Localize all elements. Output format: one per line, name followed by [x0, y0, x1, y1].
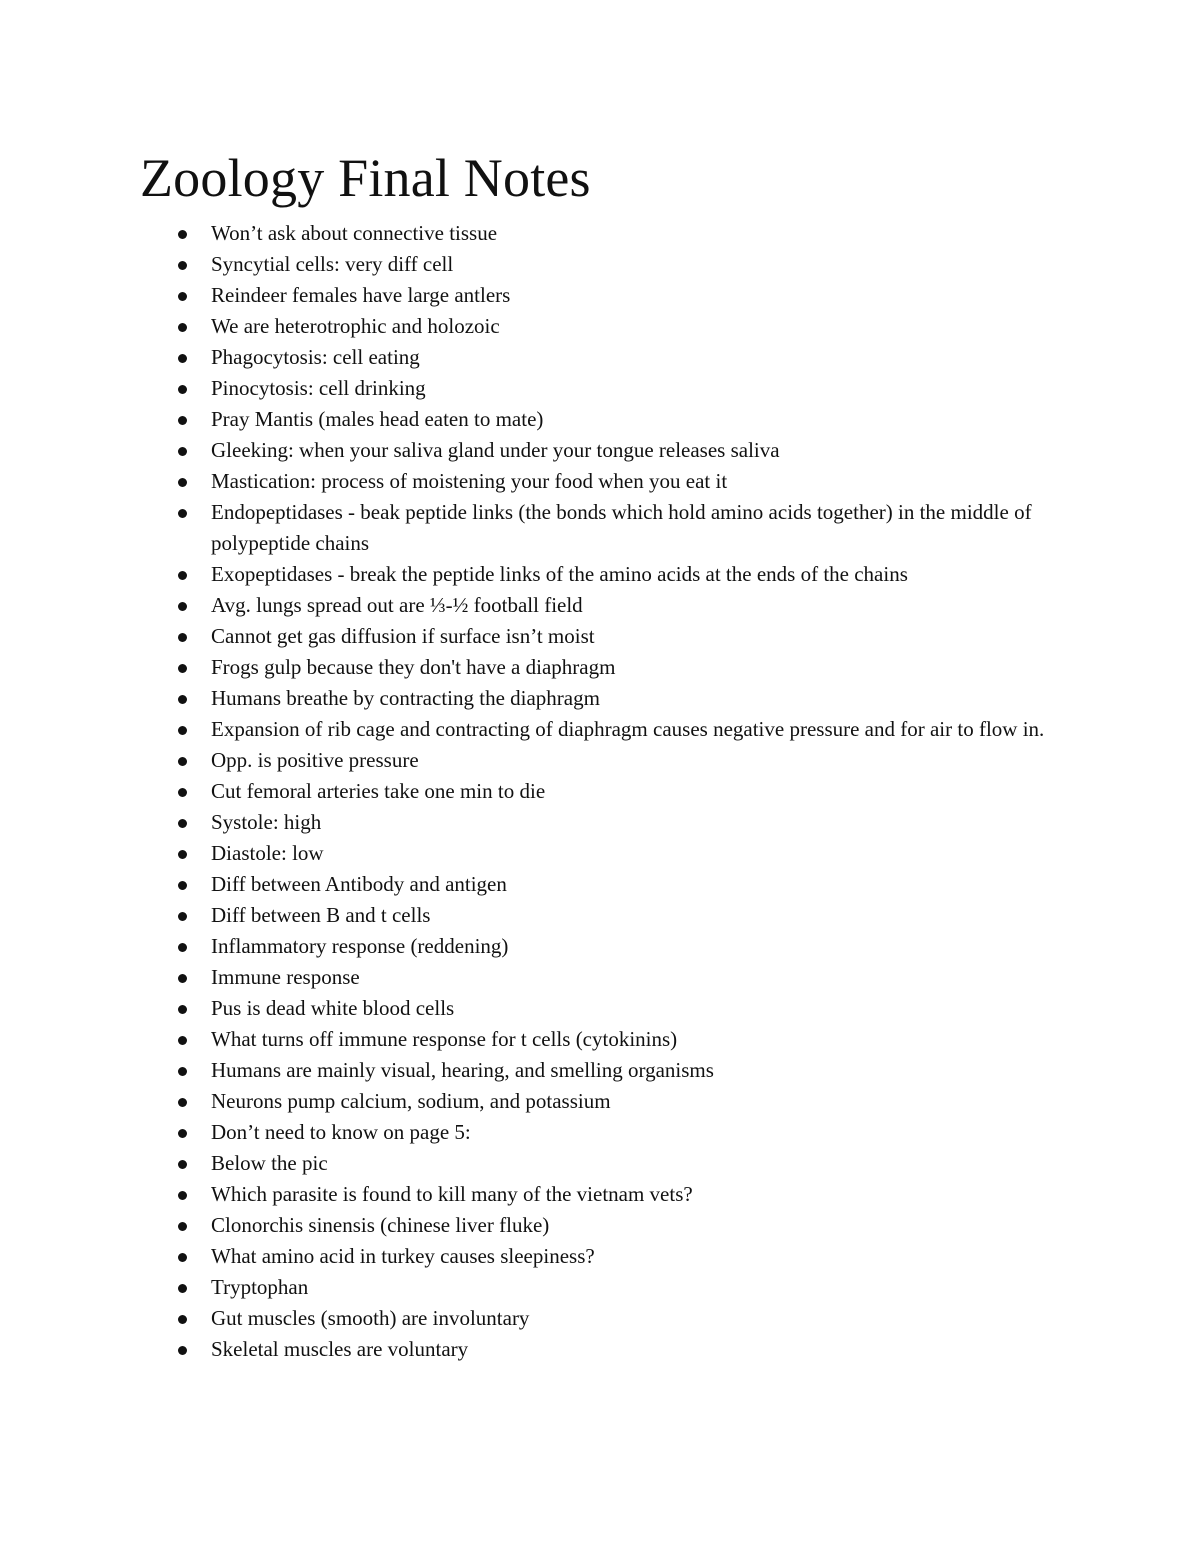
list-item	[0, 1024, 1200, 1055]
bullet-icon	[178, 571, 187, 580]
list-item	[0, 342, 1200, 373]
bullet-icon	[178, 1315, 187, 1324]
bullet-icon	[178, 850, 187, 859]
list-item-text: Expansion of rib cage and contracting of diaphragm causes negative pressure and for air to flow in.	[211, 717, 1045, 741]
list-item-text: Neurons pump calcium, sodium, and potassium	[211, 1089, 611, 1113]
list-item	[0, 249, 1200, 280]
bullet-icon	[178, 509, 187, 518]
list-item-text: Reindeer females have large antlers	[211, 283, 511, 307]
bullet-icon	[178, 881, 187, 890]
bullet-icon	[178, 1067, 187, 1076]
bullet-icon	[178, 1129, 187, 1138]
list-item	[0, 497, 1200, 559]
bullet-icon	[178, 726, 187, 735]
list-item-text: Gleeking: when your saliva gland under your tongue releases saliva	[211, 438, 780, 462]
list-item	[0, 869, 1200, 900]
bullet-icon	[178, 974, 187, 983]
list-item-text: Diff between Antibody and antigen	[211, 872, 507, 896]
list-item-text: Pray Mantis (males head eaten to mate)	[211, 407, 544, 431]
list-item	[0, 1117, 1200, 1148]
list-item	[0, 683, 1200, 714]
bullet-icon	[178, 819, 187, 828]
bullet-icon	[178, 478, 187, 487]
bullet-icon	[178, 1098, 187, 1107]
bullet-icon	[178, 292, 187, 301]
bullet-icon	[178, 354, 187, 363]
list-item	[0, 931, 1200, 962]
list-item	[0, 590, 1200, 621]
bullet-icon	[178, 385, 187, 394]
list-item-text: We are heterotrophic and holozoic	[211, 314, 500, 338]
list-item-text: Diastole: low	[211, 841, 324, 865]
bullet-icon	[178, 602, 187, 611]
bullet-icon	[178, 664, 187, 673]
list-item	[0, 1179, 1200, 1210]
list-item	[0, 559, 1200, 590]
list-item	[0, 1086, 1200, 1117]
list-item	[0, 1148, 1200, 1179]
list-item	[0, 311, 1200, 342]
list-item	[0, 621, 1200, 652]
list-item	[0, 745, 1200, 776]
list-item	[0, 776, 1200, 807]
list-item	[0, 807, 1200, 838]
list-item-text: What amino acid in turkey causes sleepiness?	[211, 1244, 595, 1268]
list-item-text: Don’t need to know on page 5:	[211, 1120, 471, 1144]
list-item-text: Syncytial cells: very diff cell	[211, 252, 454, 276]
list-item	[0, 280, 1200, 311]
list-item-text: Cut femoral arteries take one min to die	[211, 779, 546, 803]
bullet-icon	[178, 633, 187, 642]
list-item	[0, 652, 1200, 683]
list-item-text: Exopeptidases - break the peptide links of the amino acids at the ends of the chains	[211, 562, 908, 586]
list-item	[0, 435, 1200, 466]
list-item	[0, 1334, 1200, 1365]
page-title: Zoology Final Notes	[140, 148, 591, 208]
list-item	[0, 1303, 1200, 1334]
list-item-text: Tryptophan	[211, 1275, 309, 1299]
list-item-text: Inflammatory response (reddening)	[211, 934, 509, 958]
list-item	[0, 962, 1200, 993]
list-item-text: Humans breathe by contracting the diaphragm	[211, 686, 600, 710]
bullet-icon	[178, 261, 187, 270]
list-item	[0, 218, 1200, 249]
bullet-icon	[178, 695, 187, 704]
list-item-text: Mastication: process of moistening your food when you eat it	[211, 469, 728, 493]
list-item-text: Below the pic	[211, 1151, 328, 1175]
list-item	[0, 838, 1200, 869]
list-item	[0, 404, 1200, 435]
list-item-text: Pus is dead white blood cells	[211, 996, 455, 1020]
list-item	[0, 1241, 1200, 1272]
list-item-text: Pinocytosis: cell drinking	[211, 376, 426, 400]
list-item	[0, 373, 1200, 404]
list-item	[0, 714, 1200, 745]
list-item-text: Which parasite is found to kill many of the vietnam vets?	[211, 1182, 693, 1206]
list-item-text: Diff between B and t cells	[211, 903, 431, 927]
bullet-icon	[178, 1346, 187, 1355]
list-item	[0, 1272, 1200, 1303]
list-item-text: Avg. lungs spread out are ⅓-½ football field	[211, 593, 583, 617]
list-item-text: Cannot get gas diffusion if surface isn’t moist	[211, 624, 595, 648]
list-item-text: Systole: high	[211, 810, 322, 834]
bullet-icon	[178, 447, 187, 456]
list-item	[0, 993, 1200, 1024]
list-item	[0, 1210, 1200, 1241]
bullet-icon	[178, 1253, 187, 1262]
list-item-text: Opp. is positive pressure	[211, 748, 419, 772]
list-item-text: Endopeptidases - beak peptide links (the bonds which hold amino acids together) in the middle of polypeptide chains	[211, 500, 1032, 555]
notes-list	[0, 218, 1200, 1365]
list-item-text: Gut muscles (smooth) are involuntary	[211, 1306, 530, 1330]
bullet-icon	[178, 943, 187, 952]
list-item-text: What turns off immune response for t cells (cytokinins)	[211, 1027, 678, 1051]
list-item	[0, 1055, 1200, 1086]
bullet-icon	[178, 757, 187, 766]
bullet-icon	[178, 1222, 187, 1231]
bullet-icon	[178, 1160, 187, 1169]
bullet-icon	[178, 912, 187, 921]
bullet-icon	[178, 323, 187, 332]
bullet-icon	[178, 230, 187, 239]
bullet-icon	[178, 788, 187, 797]
list-item-text: Immune response	[211, 965, 360, 989]
bullet-icon	[178, 416, 187, 425]
list-item-text: Skeletal muscles are voluntary	[211, 1337, 469, 1361]
list-item	[0, 466, 1200, 497]
list-item-text: Frogs gulp because they don't have a diaphragm	[211, 655, 616, 679]
list-item-text: Clonorchis sinensis (chinese liver fluke)	[211, 1213, 550, 1237]
list-item-text: Phagocytosis: cell eating	[211, 345, 420, 369]
list-item-text: Won’t ask about connective tissue	[211, 221, 498, 245]
bullet-icon	[178, 1005, 187, 1014]
bullet-icon	[178, 1284, 187, 1293]
list-item-text: Humans are mainly visual, hearing, and smelling organisms	[211, 1058, 714, 1082]
bullet-icon	[178, 1191, 187, 1200]
list-item	[0, 900, 1200, 931]
bullet-icon	[178, 1036, 187, 1045]
